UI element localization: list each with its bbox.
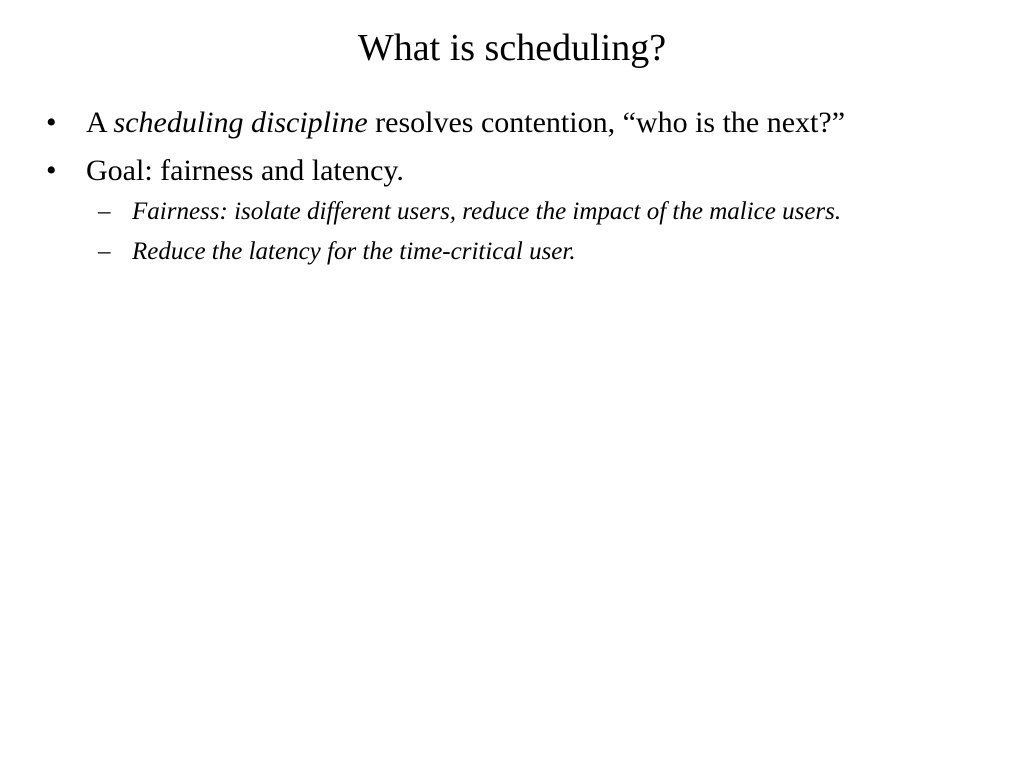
sub-bullet-text: Fairness: isolate different users, reduce the impact of the malice users. [132,198,842,225]
bullet-item [46,102,986,144]
sub-bullet-item [46,234,986,270]
sub-bullet-item [46,194,986,230]
bullet-marker: • [46,106,57,139]
sub-bullet-marker: – [98,238,111,265]
slide-title: What is scheduling? [357,27,667,69]
sub-bullet-marker: – [98,198,111,225]
bullet-list [46,102,986,276]
bullet-text-before: A [86,106,114,139]
bullet-item [46,150,986,270]
sub-bullet-list [86,194,986,270]
bullet-text-after: resolves contention, “who is the next?” [367,106,846,139]
bullet-marker: • [46,154,57,187]
bullet-emphasis: scheduling discipline [113,106,368,139]
sub-bullet-text: Reduce the latency for the time-critical user. [132,238,576,265]
bullet-text: Goal: fairness and latency. [86,154,404,187]
